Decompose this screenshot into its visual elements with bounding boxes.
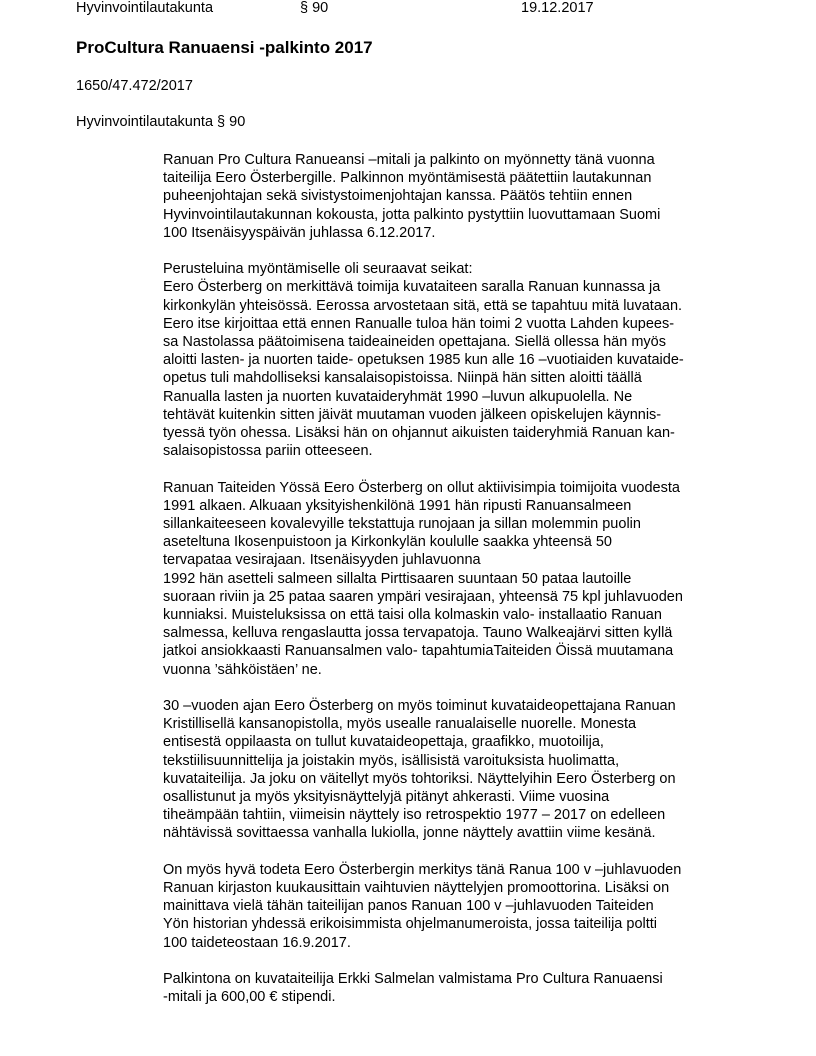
committee-section: Hyvinvointilautakunta § 90 — [76, 114, 246, 130]
text-line: Ranuan Pro Cultura Ranueansi –mitali ja palkinto on myönnetty tänä vuonna — [163, 152, 655, 168]
text-line: 100 Itsenäisyyspäivän juhlassa 6.12.2017. — [163, 224, 436, 241]
text-line: vuonna ’sähköistäen’ ne. — [163, 661, 322, 678]
text-line: sillankaiteeseen kovalevyille tekstattuja runojaan ja sillan molemmin puolin — [163, 516, 641, 533]
paragraph-anniversary-year — [163, 861, 753, 952]
text-line: Eero Österberg on merkittävä toimija kuvataiteen saralla Ranuan kunnassa ja — [163, 279, 661, 296]
text-line: entisestä oppilaasta on tullut kuvataideopettaja, graafikko, muotoilija, — [163, 734, 604, 751]
text-line: Eero itse kirjoittaa että ennen Ranualle tuloa hän toimi 2 vuotta Lahden kupees- — [163, 315, 675, 332]
text-line: tervapataa vesirajaan. Itsenäisyyden juhlavuonna — [163, 552, 481, 569]
text-line: puheenjohtajan sekä sivistystoimenjohtajan kanssa. Päätös tehtiin ennen — [163, 188, 633, 205]
text-line: Hyvinvointilautakunnan kokousta, jotta palkinto pystyttiin luovuttamaan Suomi — [163, 206, 661, 223]
text-line: Palkintona on kuvataiteilija Erkki Salmelan valmistama Pro Cultura Ranuaensi — [163, 971, 663, 988]
text-line: 1992 hän asetteli salmeen sillalta Pirttisaaren suuntaan 50 pataa lautoille — [163, 570, 632, 587]
paragraph-teaching-career — [163, 697, 753, 843]
text-line: aloitti lasten- ja nuorten taide- opetuksen 1985 kun alle 16 –vuotiaiden kuvataide- — [163, 352, 684, 369]
text-line: tyessä työn ohessa. Lisäksi hän on ohjannut aikuisten taideryhmiä Ranuan kan- — [163, 425, 675, 442]
text-line: sa Nastolassa päätoimisena taideaineiden opettajana. Siellä ollessa hän myös — [163, 334, 666, 351]
header-committee: Hyvinvointilautakunta — [76, 0, 214, 16]
document-header — [76, 0, 776, 20]
text-line: tekstiilisuunnittelija ja joistakin myös, isällisistä varoituksista huolimatta, — [163, 752, 620, 769]
text-line: mainittava vielä tähän taiteilijan panos Ranuan 100 v –juhlavuoden Taiteiden — [163, 898, 654, 915]
text-line: opetus tuli mahdolliseksi kansalaisopistoissa. Niinpä hän sitten aloitti täällä — [163, 370, 642, 387]
text-line: taiteilija Eero Österbergille. Palkinnon myöntämisestä päätettiin lautakunnan — [163, 170, 652, 187]
reference-number: 1650/47.472/2017 — [76, 78, 193, 94]
paragraph-art-night — [163, 479, 753, 679]
header-date: 19.12.2017 — [521, 0, 594, 16]
text-line: nähtävissä sovittaessa vanhalla lukiolla, jonne näyttely avattiin viime kesänä. — [163, 825, 656, 842]
text-line: Perusteluina myöntämiselle oli seuraavat seikat: — [163, 261, 473, 278]
paragraph-award-announcement — [163, 151, 753, 242]
text-line: osallistunut ja myös yksityisnäyttelyjä pitänyt ahkerasti. Viime vuosina — [163, 789, 610, 806]
text-line: 100 taideteostaan 16.9.2017. — [163, 934, 351, 951]
text-line: On myös hyvä todeta Eero Österbergin merkitys tänä Ranua 100 v –juhlavuoden — [163, 861, 682, 878]
header-section-number: § 90 — [300, 0, 329, 16]
text-line: aseteltuna Ikosenpuistoon ja Kirkonkylän koululle saakka yhteensä 50 — [163, 534, 612, 551]
text-line: tehtävät kuitenkin sitten jäivät muutaman vuoden jälkeen opiskelujen käynnis- — [163, 406, 662, 423]
text-line: Yön historian yhdessä erikoisimmista ohjelmanumeroista, jossa taiteilija poltti — [163, 916, 658, 933]
text-line: salaisopistossa pariin otteeseen. — [163, 443, 373, 460]
document-body — [163, 151, 753, 1025]
text-line: jatkoi ansiokkaasti Ranuansalmen valo- tapahtumiaTaiteiden Öissä muutamana — [163, 643, 674, 660]
text-line: kunniaksi. Muisteluksissa on että taisi olla kolmaskin valo- installaatio Ranuan — [163, 607, 662, 624]
text-line: Ranualla lasten ja nuorten kuvataideryhmät 1990 –luvun alkupuolella. Ne — [163, 388, 633, 405]
text-line: 30 –vuoden ajan Eero Österberg on myös toiminut kuvataideopettajana Ranuan — [163, 698, 676, 715]
text-line: salmessa, kelluva rengaslautta jossa tervapatoja. Tauno Walkeajärvi sitten kyllä — [163, 625, 673, 642]
text-line: Ranuan kirjaston kuukausittain vaihtuvien näyttelyjen promoottorina. Lisäksi on — [163, 880, 670, 897]
paragraph-justification — [163, 260, 753, 460]
text-line: suoraan riviin ja 25 pataa saaren ympäri vesirajaan, yhteensä 75 kpl juhlavuoden — [163, 588, 683, 605]
paragraph-prize-details — [163, 970, 753, 1006]
text-line: 1991 alkaen. Alkuaan yksityishenkilönä 1991 hän ripusti Ranuansalmeen — [163, 497, 632, 514]
text-line: Ranuan Taiteiden Yössä Eero Österberg on ollut aktiivisimpia toimijoita vuodesta — [163, 479, 680, 496]
text-line: kuvataiteilija. Ja joku on väitellyt myös tohtoriksi. Näyttelyihin Eero Österberg on — [163, 770, 676, 787]
text-line: kirkonkylän yhteisössä. Eerossa arvostetaan sitä, että se tapahtuu mitä luvataan. — [163, 297, 683, 314]
document-title: ProCultura Ranuaensi -palkinto 2017 — [76, 38, 373, 57]
text-line: -mitali ja 600,00 € stipendi. — [163, 989, 336, 1006]
text-line: tiheämpään tahtiin, viimeisin näyttely iso retrospektio 1977 – 2017 on edelleen — [163, 807, 666, 824]
text-line: Kristillisellä kansanopistolla, myös usealle ranualaiselle nuorelle. Monesta — [163, 716, 637, 733]
